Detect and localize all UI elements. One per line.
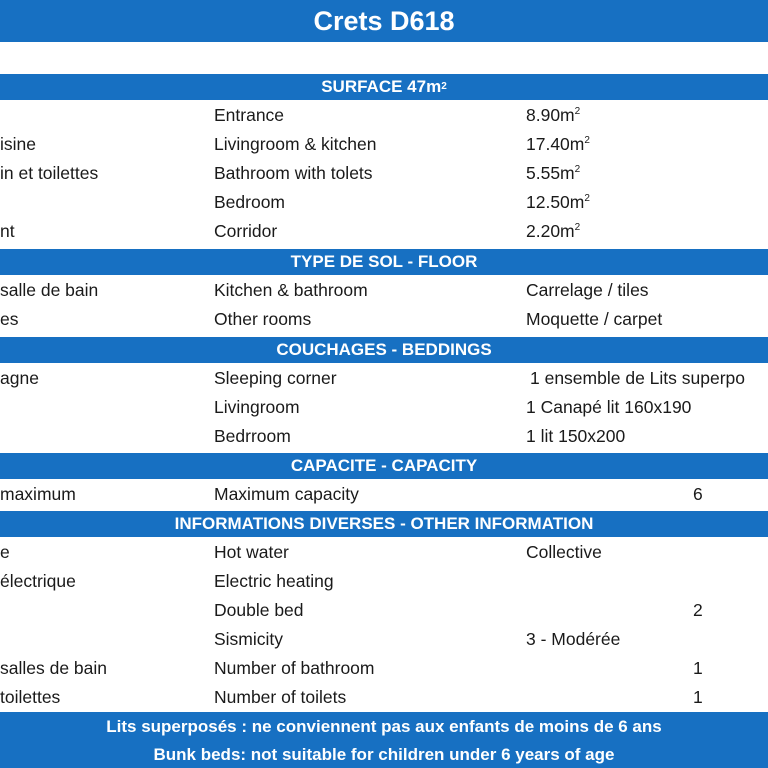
surface-row	[0, 189, 768, 218]
row-label-fr: e	[0, 542, 10, 562]
row-label-en: Other rooms	[214, 309, 312, 329]
row-count: 1	[693, 687, 703, 707]
capacity-row	[0, 481, 768, 510]
section-header-surface: SURFACE 47m 2	[0, 74, 768, 100]
row-label-fr: maximum	[0, 484, 76, 504]
row-value: $17.40m^2$	[526, 134, 590, 154]
row-label-en: Electric heating	[214, 571, 334, 591]
footer-warning-en: Bunk beds: not suitable for children under 6 years of age	[0, 741, 768, 768]
row-label-en: Bedrroom	[214, 426, 291, 446]
row-label-en: Entrance	[214, 105, 285, 125]
row-label-en: Number of bathroom	[214, 658, 375, 678]
surface-row	[0, 160, 768, 189]
row-label-en: Corridor	[214, 221, 278, 241]
row-label-en: Number of toilets	[214, 687, 347, 707]
row-count: 2	[693, 600, 703, 620]
info-row	[0, 597, 768, 626]
row-value: Carrelage / tiles	[526, 280, 649, 300]
floor-row	[0, 306, 768, 335]
info-row	[0, 568, 768, 597]
row-value: 3 - Modérée	[526, 629, 621, 649]
row-count: 1	[693, 658, 703, 678]
row-value: $8.90m^2$	[526, 105, 581, 125]
row-value: 1 ensemble de Lits superpo	[530, 368, 745, 388]
row-label-en: Sismicity	[214, 629, 284, 649]
row-label-en: Livingroom & kitchen	[214, 134, 377, 154]
section-header-capacity: CAPACITE - CAPACITY	[0, 453, 768, 479]
row-label-en: Double bed	[214, 600, 304, 620]
row-label-en: Sleeping corner	[214, 368, 337, 388]
row-value: $5.55m^2$	[526, 163, 581, 183]
row-value: Collective	[526, 542, 602, 562]
info-row	[0, 684, 768, 713]
row-label-fr: agne	[0, 368, 39, 388]
section-header-info: INFORMATIONS DIVERSES - OTHER INFORMATION	[0, 511, 768, 537]
info-row	[0, 655, 768, 684]
row-label-en: Bedroom	[214, 192, 286, 212]
beddings-row	[0, 423, 768, 452]
surface-row	[0, 102, 768, 131]
row-label-fr: salles de bain	[0, 658, 108, 678]
section-header-beddings: COUCHAGES - BEDDINGS	[0, 337, 768, 363]
page-title: Crets D618	[0, 0, 768, 42]
beddings-row	[0, 365, 768, 394]
row-label-en: Bathroom with tolets	[214, 163, 373, 183]
beddings-row	[0, 394, 768, 423]
surface-row	[0, 218, 768, 247]
row-label-en: Maximum capacity	[214, 484, 359, 504]
row-value: 1 lit 150x200	[526, 426, 626, 446]
surface-row	[0, 131, 768, 160]
row-label-en: Hot water	[214, 542, 289, 562]
info-row	[0, 539, 768, 568]
footer-warning-fr: Lits superposés : ne conviennent pas aux enfants de moins de 6 ans	[0, 712, 768, 741]
row-value: Moquette / carpet	[526, 309, 663, 329]
row-label-fr: salle de bain	[0, 280, 99, 300]
row-value: $2.20m^2$	[526, 221, 581, 241]
row-value: 1 Canapé lit 160x190	[526, 397, 692, 417]
surface-header-text: SURFACE 47m	[321, 77, 442, 96]
row-label-fr: es	[0, 309, 19, 329]
info-row	[0, 626, 768, 655]
row-label-fr: toilettes	[0, 687, 61, 707]
row-label-fr: nt	[0, 221, 15, 241]
section-header-floor: TYPE DE SOL - FLOOR	[0, 249, 768, 275]
row-value: $12.50m^2$	[526, 192, 590, 212]
row-label-fr: isine	[0, 134, 36, 154]
row-label-fr: électrique	[0, 571, 76, 591]
row-label-en: Kitchen & bathroom	[214, 280, 368, 300]
row-label-en: Livingroom	[214, 397, 300, 417]
row-label-fr: in et toilettes	[0, 163, 99, 183]
row-count: 6	[693, 484, 703, 504]
floor-row	[0, 277, 768, 306]
